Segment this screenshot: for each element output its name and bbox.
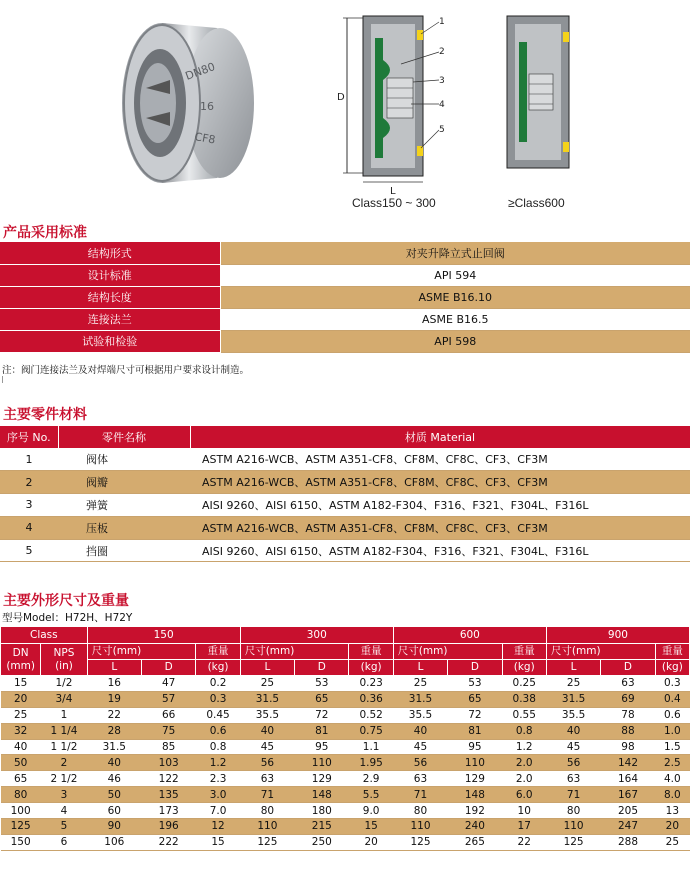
table-cell: 196 [142, 819, 196, 835]
table-cell: 0.25 [502, 676, 546, 692]
standards-value: API 594 [220, 264, 690, 286]
table-cell: 53 [448, 676, 502, 692]
header-class-300: 300 [240, 627, 393, 644]
table-cell: 9.0 [349, 803, 393, 819]
table-cell: 53 [295, 676, 349, 692]
header-size: 尺寸(mm) [240, 644, 349, 660]
mark-material: CF8 [193, 130, 217, 147]
table-cell: 80 [1, 787, 41, 803]
table-cell: 25 [1, 707, 41, 723]
table-cell: 142 [601, 755, 655, 771]
table-cell: 3/4 [41, 691, 87, 707]
header-kg: (kg) [196, 660, 240, 676]
table-cell: 19 [87, 691, 141, 707]
table-cell: 56 [393, 755, 447, 771]
table-cell: 240 [448, 819, 502, 835]
table-cell: 45 [240, 739, 294, 755]
table-cell: 1.2 [196, 755, 240, 771]
table-row [1, 834, 690, 850]
header-dn-unit: (mm) [6, 659, 35, 672]
callout-4: 4 [439, 100, 445, 110]
part-name: 阀瓣 [58, 471, 190, 494]
materials-header-row [0, 426, 690, 448]
standards-row [0, 330, 690, 352]
part-name: 压板 [58, 516, 190, 539]
standards-row [0, 286, 690, 308]
model-line: 型号Model：H72H、H72Y [2, 612, 133, 624]
table-cell: 222 [142, 834, 196, 850]
table-cell: 4.0 [655, 771, 689, 787]
table-row [1, 676, 690, 692]
header-l: L [240, 660, 294, 676]
table-row [1, 755, 690, 771]
standards-value: ASME B16.10 [220, 286, 690, 308]
table-cell: 103 [142, 755, 196, 771]
table-cell: 110 [393, 819, 447, 835]
part-no: 3 [0, 494, 58, 517]
mark-pn: 16 [200, 100, 214, 113]
table-cell: 80 [546, 803, 600, 819]
part-no: 4 [0, 516, 58, 539]
standards-label: 结构形式 [0, 242, 220, 264]
header-no: 序号 No. [0, 426, 58, 448]
table-cell: 80 [240, 803, 294, 819]
table-cell: 25 [240, 676, 294, 692]
header-class: Class [1, 627, 88, 644]
table-cell: 20 [1, 691, 41, 707]
table-cell: 1 1/4 [41, 723, 87, 739]
header-class-600: 600 [393, 627, 546, 644]
table-cell: 3 [41, 787, 87, 803]
table-cell: 180 [295, 803, 349, 819]
table-cell: 78 [601, 707, 655, 723]
divider-tick [2, 376, 3, 383]
table-cell: 63 [601, 676, 655, 692]
standards-row [0, 264, 690, 286]
table-cell: 35.5 [240, 707, 294, 723]
materials-row [0, 516, 690, 539]
part-material: ASTM A216-WCB、ASTM A351-CF8、CF8M、CF8C、CF3、CF3M [190, 471, 690, 494]
table-cell: 0.3 [196, 691, 240, 707]
table-cell: 50 [87, 787, 141, 803]
header-d: D [295, 660, 349, 676]
table-cell: 32 [1, 723, 41, 739]
table-cell: 135 [142, 787, 196, 803]
table-cell: 15 [196, 834, 240, 850]
table-cell: 22 [502, 834, 546, 850]
materials-row [0, 494, 690, 517]
header-l: L [87, 660, 141, 676]
table-cell: 80 [393, 803, 447, 819]
table-cell: 0.55 [502, 707, 546, 723]
table-cell: 1 1/2 [41, 739, 87, 755]
header-material: 材质 Material [190, 426, 690, 448]
materials-row [0, 448, 690, 471]
header-l: L [393, 660, 447, 676]
table-cell: 5 [41, 819, 87, 835]
table-cell: 57 [142, 691, 196, 707]
table-cell: 2.3 [196, 771, 240, 787]
table-cell: 129 [448, 771, 502, 787]
table-cell: 25 [655, 834, 689, 850]
header-dn [1, 644, 41, 676]
dims-header-row-2 [1, 644, 690, 660]
table-cell: 150 [1, 834, 41, 850]
table-cell: 0.23 [349, 676, 393, 692]
caption-class150-300: Class150 ~ 300 [352, 196, 436, 210]
table-cell: 164 [601, 771, 655, 787]
table-cell: 265 [448, 834, 502, 850]
cross-section-class600 [503, 12, 578, 177]
table-cell: 0.52 [349, 707, 393, 723]
standards-value: API 598 [220, 330, 690, 352]
mark-dn: DN80 [183, 60, 217, 83]
cross-section-class150-300 [335, 8, 450, 198]
table-cell: 25 [393, 676, 447, 692]
table-cell: 47 [142, 676, 196, 692]
header-weight: 重量 [655, 644, 689, 660]
table-cell: 1.95 [349, 755, 393, 771]
table-cell: 8.0 [655, 787, 689, 803]
standards-value: 对夹升降立式止回阀 [220, 242, 690, 264]
table-cell: 110 [295, 755, 349, 771]
table-cell: 72 [448, 707, 502, 723]
materials-row [0, 539, 690, 562]
caption-class600: ≥Class600 [508, 196, 565, 210]
table-cell: 15 [1, 676, 41, 692]
table-cell: 90 [87, 819, 141, 835]
header-weight: 重量 [196, 644, 240, 660]
table-cell: 40 [546, 723, 600, 739]
table-cell: 0.6 [655, 707, 689, 723]
table-cell: 205 [601, 803, 655, 819]
header-nps-label: NPS [53, 647, 75, 660]
standards-title: 产品采用标准 [3, 225, 87, 241]
dimensions-title: 主要外形尺寸及重量 [3, 593, 129, 609]
table-cell: 110 [546, 819, 600, 835]
table-cell: 31.5 [393, 691, 447, 707]
standards-label: 设计标准 [0, 264, 220, 286]
table-cell: 167 [601, 787, 655, 803]
table-cell: 3.0 [196, 787, 240, 803]
standards-label: 试验和检验 [0, 330, 220, 352]
dims-header-row-1 [1, 627, 690, 644]
table-cell: 69 [601, 691, 655, 707]
table-cell: 56 [546, 755, 600, 771]
table-cell: 106 [87, 834, 141, 850]
table-cell: 65 [448, 691, 502, 707]
part-material: AISI 9260、AISI 6150、ASTM A182-F304、F316、F321、F304L、F316L [190, 539, 690, 562]
table-cell: 0.4 [655, 691, 689, 707]
table-cell: 0.38 [502, 691, 546, 707]
table-cell: 63 [240, 771, 294, 787]
table-cell: 125 [240, 834, 294, 850]
table-cell: 63 [393, 771, 447, 787]
table-row [1, 707, 690, 723]
header-kg: (kg) [502, 660, 546, 676]
table-cell: 63 [546, 771, 600, 787]
table-cell: 31.5 [87, 739, 141, 755]
header-size: 尺寸(mm) [393, 644, 502, 660]
table-cell: 5.5 [349, 787, 393, 803]
table-cell: 0.2 [196, 676, 240, 692]
standards-label: 结构长度 [0, 286, 220, 308]
table-cell: 22 [87, 707, 141, 723]
callout-3: 3 [439, 76, 445, 86]
table-cell: 88 [601, 723, 655, 739]
table-cell: 1.0 [655, 723, 689, 739]
table-row [1, 819, 690, 835]
table-cell: 16 [87, 676, 141, 692]
table-cell: 50 [1, 755, 41, 771]
part-no: 5 [0, 539, 58, 562]
table-row [1, 723, 690, 739]
table-cell: 95 [448, 739, 502, 755]
table-cell: 125 [393, 834, 447, 850]
table-cell: 110 [240, 819, 294, 835]
dimensions-body [1, 676, 690, 851]
table-cell: 95 [295, 739, 349, 755]
table-cell: 215 [295, 819, 349, 835]
table-cell: 2 [41, 755, 87, 771]
dimension-l-label: L [390, 186, 396, 197]
table-cell: 35.5 [393, 707, 447, 723]
table-cell: 71 [546, 787, 600, 803]
table-cell: 288 [601, 834, 655, 850]
table-cell: 71 [240, 787, 294, 803]
product-figures [0, 0, 700, 218]
table-cell: 129 [295, 771, 349, 787]
table-cell: 110 [448, 755, 502, 771]
table-row [1, 803, 690, 819]
table-cell: 122 [142, 771, 196, 787]
header-class-150: 150 [87, 627, 240, 644]
table-cell: 56 [240, 755, 294, 771]
table-cell: 0.3 [655, 676, 689, 692]
standards-note: 注：阀门连接法兰及对焊端尺寸可根据用户要求设计制造。 [2, 365, 250, 376]
table-row [1, 771, 690, 787]
materials-title: 主要零件材料 [3, 407, 87, 423]
table-row [1, 691, 690, 707]
table-cell: 65 [295, 691, 349, 707]
table-cell: 75 [142, 723, 196, 739]
table-cell: 66 [142, 707, 196, 723]
dimension-d-label: D [337, 92, 345, 103]
header-d: D [601, 660, 655, 676]
header-nps-unit: (in) [55, 659, 73, 672]
part-name: 阀体 [58, 448, 190, 471]
table-cell: 0.6 [196, 723, 240, 739]
standards-table [0, 242, 690, 353]
table-cell: 0.8 [502, 723, 546, 739]
table-cell: 6 [41, 834, 87, 850]
table-cell: 12 [196, 819, 240, 835]
header-class-900: 900 [546, 627, 689, 644]
callout-5: 5 [439, 125, 445, 135]
table-cell: 81 [295, 723, 349, 739]
header-d: D [448, 660, 502, 676]
table-cell: 40 [393, 723, 447, 739]
table-cell: 25 [546, 676, 600, 692]
table-cell: 40 [1, 739, 41, 755]
table-cell: 15 [349, 819, 393, 835]
header-size: 尺寸(mm) [87, 644, 196, 660]
callout-1: 1 [439, 17, 445, 27]
table-cell: 1/2 [41, 676, 87, 692]
standards-row [0, 242, 690, 264]
table-cell: 2.9 [349, 771, 393, 787]
table-cell: 247 [601, 819, 655, 835]
table-cell: 71 [393, 787, 447, 803]
header-part-name: 零件名称 [58, 426, 190, 448]
materials-row [0, 471, 690, 494]
table-cell: 100 [1, 803, 41, 819]
table-cell: 148 [295, 787, 349, 803]
table-cell: 35.5 [546, 707, 600, 723]
table-cell: 0.36 [349, 691, 393, 707]
table-cell: 4 [41, 803, 87, 819]
table-cell: 65 [1, 771, 41, 787]
table-cell: 7.0 [196, 803, 240, 819]
materials-table [0, 426, 691, 562]
header-weight: 重量 [502, 644, 546, 660]
callout-2: 2 [439, 47, 445, 57]
part-material: AISI 9260、AISI 6150、ASTM A182-F304、F316、F321、F304L、F316L [190, 494, 690, 517]
table-cell: 148 [448, 787, 502, 803]
table-cell: 10 [502, 803, 546, 819]
table-cell: 2 1/2 [41, 771, 87, 787]
table-row [1, 787, 690, 803]
table-cell: 0.75 [349, 723, 393, 739]
table-cell: 1.5 [655, 739, 689, 755]
part-no: 1 [0, 448, 58, 471]
table-cell: 0.8 [196, 739, 240, 755]
table-cell: 31.5 [546, 691, 600, 707]
header-kg: (kg) [655, 660, 689, 676]
table-cell: 173 [142, 803, 196, 819]
table-cell: 60 [87, 803, 141, 819]
table-cell: 40 [240, 723, 294, 739]
table-cell: 85 [142, 739, 196, 755]
table-cell: 2.5 [655, 755, 689, 771]
part-material: ASTM A216-WCB、ASTM A351-CF8、CF8M、CF8C、CF3、CF3M [190, 448, 690, 471]
table-cell: 1.2 [502, 739, 546, 755]
table-cell: 81 [448, 723, 502, 739]
standards-row [0, 308, 690, 330]
header-d: D [142, 660, 196, 676]
dims-header-row-3 [1, 660, 690, 676]
table-cell: 20 [655, 819, 689, 835]
table-row [1, 739, 690, 755]
part-material: ASTM A216-WCB、ASTM A351-CF8、CF8M、CF8C、CF3、CF3M [190, 516, 690, 539]
table-cell: 6.0 [502, 787, 546, 803]
valve-photo [112, 8, 272, 198]
table-cell: 72 [295, 707, 349, 723]
standards-value: ASME B16.5 [220, 308, 690, 330]
table-cell: 46 [87, 771, 141, 787]
table-cell: 28 [87, 723, 141, 739]
table-cell: 192 [448, 803, 502, 819]
table-cell: 40 [87, 755, 141, 771]
table-cell: 2.0 [502, 771, 546, 787]
header-weight: 重量 [349, 644, 393, 660]
table-cell: 125 [546, 834, 600, 850]
table-cell: 17 [502, 819, 546, 835]
part-name: 弹簧 [58, 494, 190, 517]
header-l: L [546, 660, 600, 676]
table-cell: 45 [393, 739, 447, 755]
header-nps [41, 644, 87, 676]
dimensions-table [0, 626, 690, 851]
table-cell: 2.0 [502, 755, 546, 771]
table-cell: 98 [601, 739, 655, 755]
table-cell: 45 [546, 739, 600, 755]
table-cell: 20 [349, 834, 393, 850]
table-cell: 0.45 [196, 707, 240, 723]
part-name: 挡圈 [58, 539, 190, 562]
table-cell: 1 [41, 707, 87, 723]
table-cell: 1.1 [349, 739, 393, 755]
table-cell: 125 [1, 819, 41, 835]
table-cell: 250 [295, 834, 349, 850]
table-cell: 31.5 [240, 691, 294, 707]
table-cell: 13 [655, 803, 689, 819]
part-no: 2 [0, 471, 58, 494]
standards-label: 连接法兰 [0, 308, 220, 330]
header-kg: (kg) [349, 660, 393, 676]
header-size: 尺寸(mm) [546, 644, 655, 660]
header-dn-label: DN [12, 647, 29, 660]
